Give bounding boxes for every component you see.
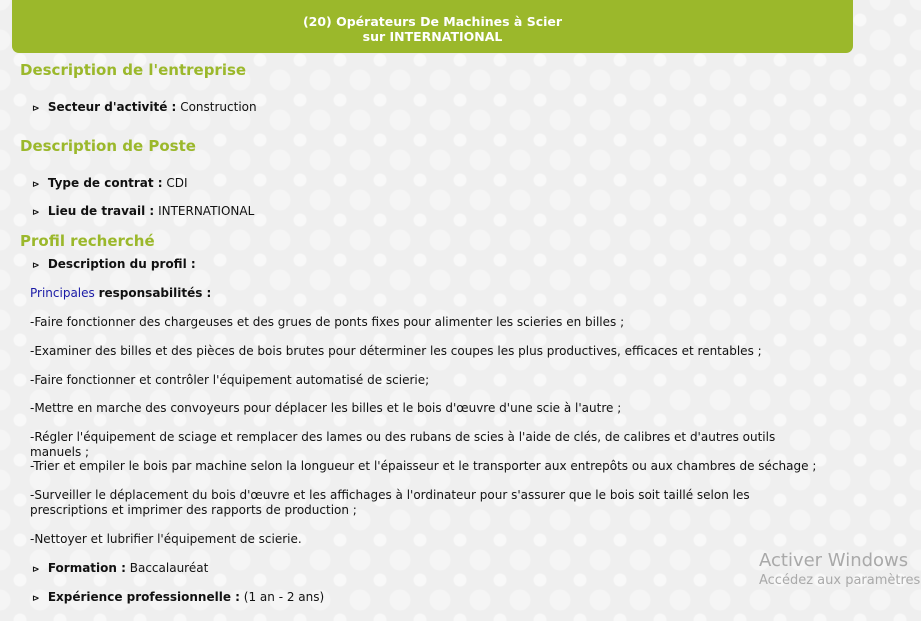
sector-value: Construction — [180, 100, 257, 114]
watermark-title: Activer Windows — [759, 550, 909, 571]
profile-description-item — [32, 257, 196, 271]
responsibility-item: -Régler l'équipement de sciage et remplacer des lames ou des rubans de scies à l'aide de clés, de calibres et d'autres outils manuels ; — [30, 430, 776, 459]
responsibility-item: -Faire fonctionner des chargeuses et des grues de ponts fixes pour alimenter les scieries en billes ; — [30, 315, 625, 329]
contract-value: CDI — [166, 176, 188, 190]
experience-label: Expérience professionnelle : — [47, 590, 240, 604]
experience-value: (1 an - 2 ans) — [243, 590, 325, 604]
responsibility-item: -Nettoyer et lubrifier l'équipement de scierie. — [30, 532, 302, 546]
bullet-arrow-icon: ⊳ — [32, 104, 40, 114]
bullet-arrow-icon: ⊳ — [32, 261, 40, 271]
responsibility-item: -Mettre en marche des convoyeurs pour déplacer les billes et le bois d'œuvre d'une scie à l'autre ; — [30, 401, 622, 415]
responsibility-item: -Examiner des billes et des pièces de bois brutes pour déterminer les coupes les plus productives, efficaces et rentables ; — [30, 344, 762, 358]
job-location-subtitle: sur INTERNATIONAL — [362, 29, 503, 44]
profile-description-label: Description du profil : — [47, 257, 196, 271]
contract-label: Type de contrat : — [47, 176, 163, 190]
job-title: (20) Opérateurs De Machines à Scier — [302, 14, 563, 29]
bullet-arrow-icon: ⊳ — [32, 208, 40, 218]
contract-item — [32, 176, 188, 190]
responsibility-item: -Trier et empiler le bois par machine selon la longueur et l'épaisseur et le transporter aux entrepôts ou aux chambres de séchage ; — [30, 459, 817, 473]
job-title-banner — [12, 0, 853, 53]
responsibility-item: -Surveiller le déplacement du bois d'œuvre et les affichages à l'ordinateur pour s'assurer que le bois soit taillé selon les prescriptions et imprimer des rapports de production ; — [30, 488, 750, 517]
responsibilities-heading — [30, 286, 830, 301]
location-value: INTERNATIONAL — [158, 204, 255, 218]
bullet-arrow-icon: ⊳ — [32, 565, 40, 575]
sector-item — [32, 100, 257, 114]
bullet-arrow-icon: ⊳ — [32, 180, 40, 190]
education-value: Baccalauréat — [129, 561, 209, 575]
responsibilities-link[interactable]: Principales — [30, 286, 95, 300]
sector-label: Secteur d'activité : — [47, 100, 177, 114]
location-label: Lieu de travail : — [47, 204, 155, 218]
responsibilities-heading-text: responsabilités : — [98, 286, 212, 300]
windows-activation-watermark — [759, 550, 920, 588]
location-item — [32, 204, 254, 218]
bullet-arrow-icon: ⊳ — [32, 594, 40, 604]
watermark-subtitle: Accédez aux paramètres — [759, 573, 921, 588]
education-item — [32, 561, 208, 575]
responsibility-item: -Faire fonctionner et contrôler l'équipement automatisé de scierie; — [30, 373, 430, 387]
post-section-title: Description de Poste — [20, 137, 196, 155]
experience-item — [32, 590, 324, 604]
company-section-title: Description de l'entreprise — [20, 61, 247, 79]
education-label: Formation : — [47, 561, 126, 575]
profile-section-title: Profil recherché — [20, 232, 155, 250]
